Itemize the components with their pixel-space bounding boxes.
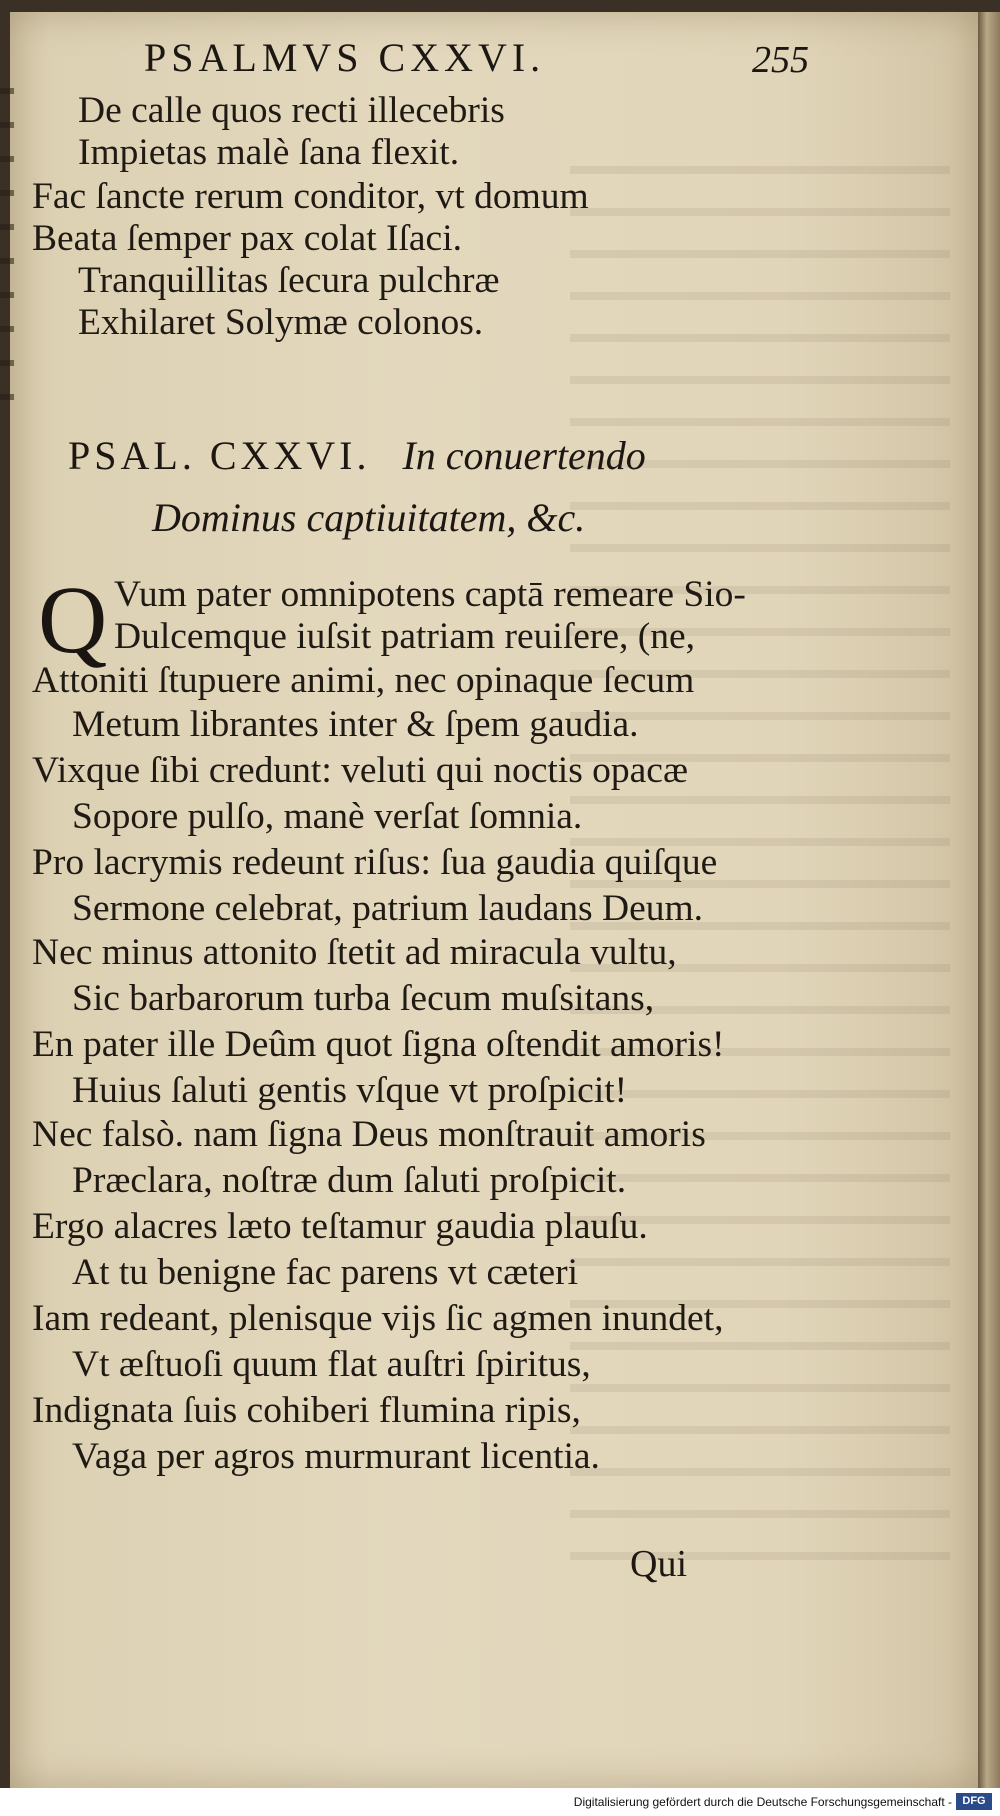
verse-line: At tu benigne fac parens vt cæteri <box>72 1252 579 1293</box>
verse-line: Vt æſtuoſi quum flat auſtri ſpiritus, <box>72 1344 591 1385</box>
verse-line: Pro lacrymis redeunt riſus: ſua gaudia quiſque <box>32 842 718 883</box>
verse-line: En pater ille Deûm quot ſigna oſtendit amoris! <box>32 1024 725 1065</box>
catchword: Qui <box>630 1543 687 1585</box>
verse-line: Vum pater omnipotens captā remeare Sio- <box>114 574 746 615</box>
verse-line: Nec falsò. nam ſigna Deus monſtrauit amoris <box>32 1114 706 1155</box>
page-number: 255 <box>752 39 809 81</box>
verse-line: Indignata ſuis cohiberi flumina ripis, <box>32 1390 581 1431</box>
psalm-number: PSAL. CXXVI. <box>68 433 371 478</box>
verse-line: Sopore pulſo, manè verſat ſomnia. <box>72 796 583 837</box>
digitization-footer <box>0 1788 1000 1816</box>
verse-line: Tranquillitas ſecura pulchræ <box>78 260 500 301</box>
verse-line: Dulcemque iuſsit patriam reuiſere, (ne, <box>114 616 696 657</box>
verse-line: Nec minus attonito ſtetit ad miracula vultu, <box>32 932 677 973</box>
verse-line: Huius ſaluti gentis vſque vt proſpicit! <box>72 1070 628 1111</box>
verse-line: Vixque ſibi credunt: veluti qui noctis opacæ <box>32 750 688 791</box>
page-edge-shadow <box>978 12 1000 1788</box>
verse-line: Vaga per agros murmurant licentia. <box>72 1436 600 1477</box>
verse-line: Iam redeant, plenisque vijs ſic agmen inundet, <box>32 1298 724 1339</box>
verse-line: Sic barbarorum turba ſecum muſsitans, <box>72 978 655 1019</box>
verse-line: Præclara, noſtræ dum ſaluti proſpicit. <box>72 1160 627 1201</box>
verse-line: De calle quos recti illecebris <box>78 90 505 131</box>
verse-line: Ergo alacres læto teſtamur gaudia plauſu. <box>32 1206 648 1247</box>
verse-line: Beata ſemper pax colat Iſaci. <box>32 218 462 259</box>
verse-line: Fac ſancte rerum conditor, vt domum <box>32 176 589 217</box>
funding-credit: Digitalisierung gefördert durch die Deutsche Forschungsgemeinschaft - <box>573 1795 952 1809</box>
running-head: PSALMVS CXXVI. <box>144 35 546 80</box>
gutter-marks <box>0 60 14 420</box>
dfg-logo: DFG <box>956 1793 992 1810</box>
paper-page <box>10 12 978 1788</box>
verse-line: Exhilaret Solymæ colonos. <box>78 302 484 343</box>
psalm-incipit: In conuertendo <box>402 433 646 478</box>
psalm-heading <box>68 433 646 478</box>
psalm-incipit-continued: Dominus captiuitatem, &c. <box>152 495 586 540</box>
drop-cap: Q <box>38 566 108 673</box>
verse-line: Attoniti ſtupuere animi, nec opinaque ſecum <box>32 660 695 701</box>
verse-line: Impietas malè ſana flexit. <box>78 132 460 173</box>
verse-line: Sermone celebrat, patrium laudans Deum. <box>72 888 704 929</box>
verse-line: Metum librantes inter & ſpem gaudia. <box>72 704 639 745</box>
